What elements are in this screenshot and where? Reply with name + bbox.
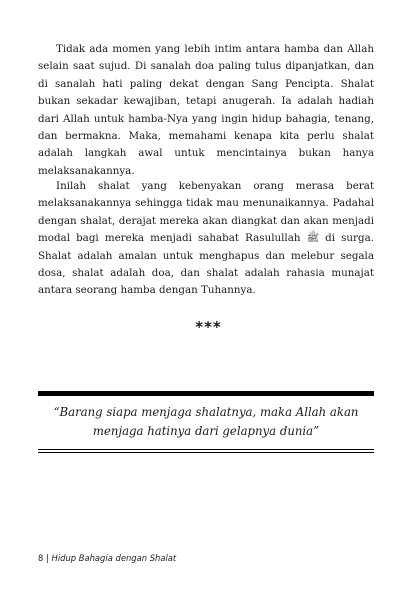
quote-box xyxy=(38,391,374,453)
body-paragraph-2 xyxy=(38,178,374,300)
page-footer xyxy=(38,553,176,563)
paragraph-text: Tidak ada momen yang lebih intim antara hamba dan Allah selain saat sujud. Di sanalah doa paling tulus dipanjatkan, dan di sanalah hati paling dekat dengan Sang Pencipta. Shalat bukan sekadar kewajiban, tetapi anugerah. Ia adalah hadiah dari Allah untuk hamba-Nya yang ingin hidup bahagia, tenang, dan bermakna. Maka, memahami kenapa kita perlu shalat adalah langkah awal untuk mencintainya bukan hanya melaksanakannya. xyxy=(38,43,374,177)
page-number: 8 xyxy=(38,553,44,563)
body-paragraph-1 xyxy=(38,41,374,180)
quote-bottom-rule xyxy=(38,449,374,450)
section-separator: *** xyxy=(195,318,222,336)
footer-divider: | xyxy=(46,553,49,563)
quote-bottom-rule-2 xyxy=(38,452,374,453)
quote-text: “Barang siapa menjaga shalatnya, maka Allah akan menjaga hatinya dari gelapnya dunia” xyxy=(53,405,359,438)
running-title: Hidup Bahagia dengan Shalat xyxy=(51,553,177,563)
paragraph-text: Inilah shalat yang kebenyakan orang merasa berat melaksanakannya sehingga tidak mau menunaikannya. Padahal dengan shalat, derajat mereka akan diangkat dan akan menjadi modal bagi mereka menjadi sahabat Rasulullah ﷺ di surga. Shalat adalah amalan untuk menghapus dan melebur segala dosa, shalat adalah doa, dan shalat adalah rahasia munajat antara seorang hamba dengan Tuhannya. xyxy=(38,180,374,297)
